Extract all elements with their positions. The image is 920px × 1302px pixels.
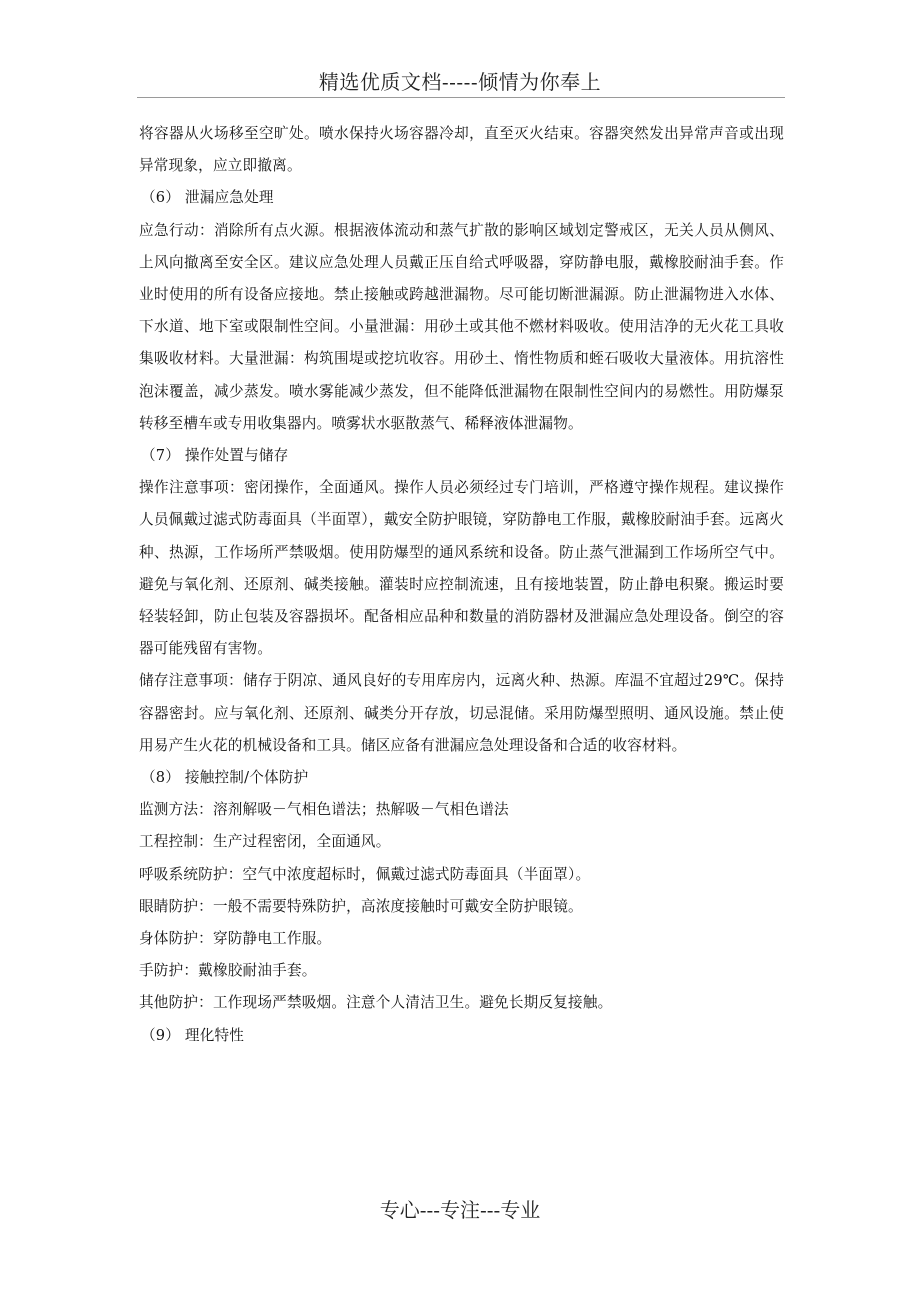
paragraph-operation-notes: 操作注意事项：密闭操作，全面通风。操作人员必须经过专门培训，严格遵守操作规程。建议操作人员佩戴过滤式防毒面具（半面罩），戴安全防护眼镜，穿防静电工作服，戴橡胶耐油手套。远离火种、热源，工作场所严禁吸烟。使用防爆型的通风系统和设备。防止蒸气泄漏到工作场所空气中。避免与氧化剂、还原剂、碱类接触。灌装时应控制流速，且有接地装置，防止静电积聚。搬运时要轻装轻卸，防止包装及容器损坏。配备相应品种和数量的消防器材及泄漏应急处理设备。倒空的容器可能残留有害物。 [139, 479, 784, 658]
document-body [139, 118, 784, 1052]
line-respiratory-protection: 呼吸系统防护：空气中浓度超标时，佩戴过滤式防毒面具（半面罩）。 [139, 865, 591, 883]
section-6-heading: （6） 泄漏应急处理 [141, 189, 274, 207]
line-monitoring-method: 监测方法：溶剂解吸－气相色谱法；热解吸－气相色谱法 [139, 801, 509, 819]
line-eye-protection: 眼睛防护：一般不需要特殊防护，高浓度接触时可戴安全防护眼镜。 [139, 897, 583, 915]
section-8-heading: （8） 接触控制/个体防护 [141, 769, 309, 787]
line-engineering-control: 工程控制：生产过程密闭，全面通风。 [139, 833, 391, 851]
section-7-heading: （7） 操作处置与储存 [141, 447, 289, 465]
line-other-protection: 其他防护：工作现场严禁吸烟。注意个人清洁卫生。避免长期反复接触。 [139, 994, 613, 1012]
header-divider [137, 97, 785, 98]
line-body-protection: 身体防护：穿防静电工作服。 [139, 930, 332, 948]
section-9-heading: （9） 理化特性 [141, 1026, 245, 1044]
page-header-title: 精选优质文档-----倾情为你奉上 [318, 70, 602, 94]
line-hand-protection: 手防护：戴橡胶耐油手套。 [139, 962, 317, 980]
paragraph-storage-notes: 储存注意事项：储存于阴凉、通风良好的专用库房内，远离火种、热源。库温不宜超过29℃。保持容器密封。应与氧化剂、还原剂、碱类分开存放，切忌混储。采用防爆型照明、通风设施。禁止使用易产生火花的机械设备和工具。储区应备有泄漏应急处理设备和合适的收容材料。 [139, 672, 784, 754]
paragraph-leak-emergency: 应急行动：消除所有点火源。根据液体流动和蒸气扩散的影响区域划定警戒区，无关人员从侧风、上风向撤离至安全区。建议应急处理人员戴正压自给式呼吸器，穿防静电服，戴橡胶耐油手套。作业时使用的所有设备应接地。禁止接触或跨越泄漏物。尽可能切断泄漏源。防止泄漏物进入水体、下水道、地下室或限制性空间。小量泄漏：用砂土或其他不燃材料吸收。使用洁净的无火花工具收集吸收材料。大量泄漏：构筑围堤或挖坑收容。用砂土、惰性物质和蛭石吸收大量液体。用抗溶性泡沫覆盖，减少蒸发。喷水雾能减少蒸发，但不能降低泄漏物在限制性空间内的易燃性。用防爆泵转移至槽车或专用收集器内。喷雾状水驱散蒸气、稀释液体泄漏物。 [139, 221, 784, 432]
paragraph-fire-fighting-end: 将容器从火场移至空旷处。喷水保持火场容器冷却，直至灭火结束。容器突然发出异常声音或出现异常现象，应立即撤离。 [139, 125, 784, 175]
page-footer-text: 专心---专注---专业 [379, 1198, 541, 1222]
